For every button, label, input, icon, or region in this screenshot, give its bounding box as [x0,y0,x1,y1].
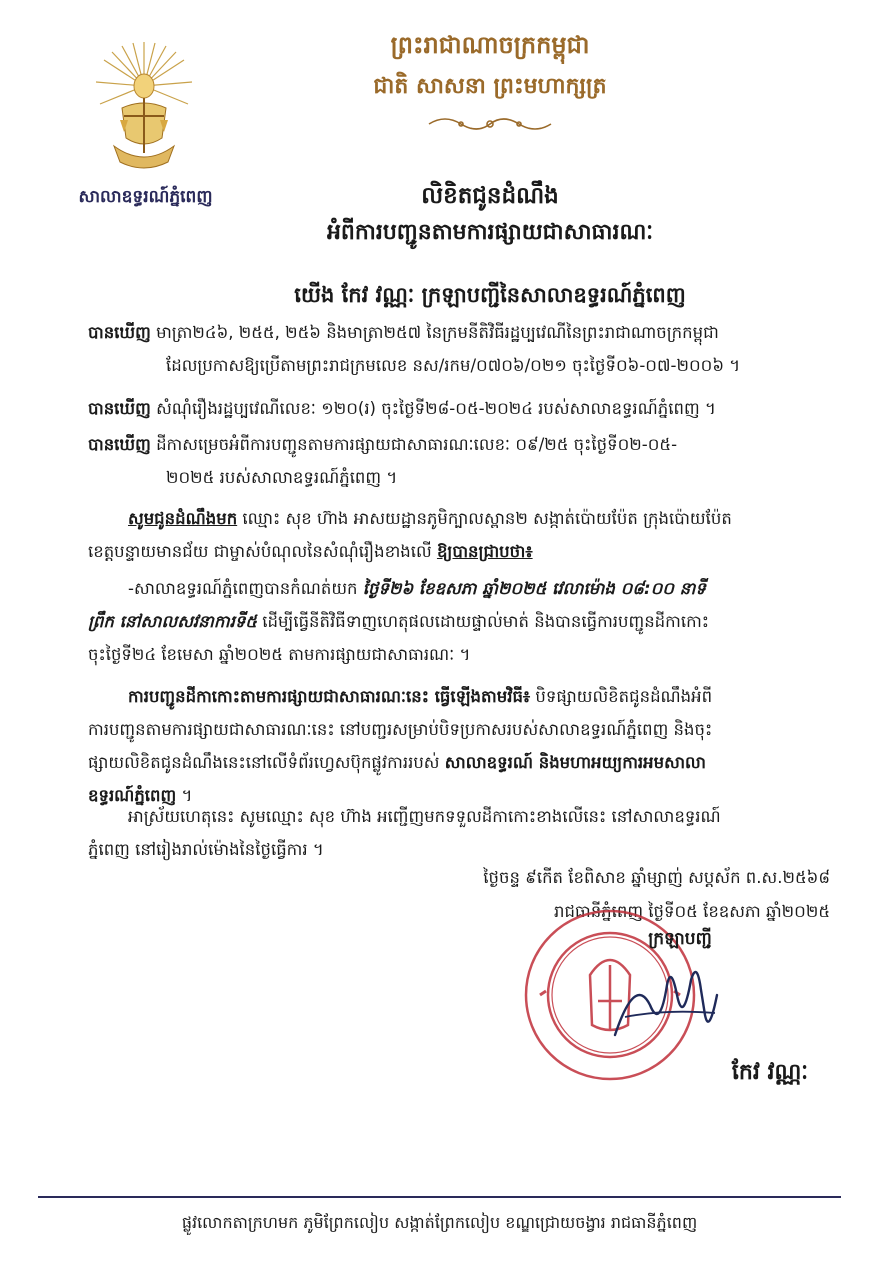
document-title: លិខិតជូនដំណឹង [421,183,559,209]
text: សំណុំរឿងរដ្ឋប្បវេណីលេខៈ ១២០(រ) ចុះថ្ងៃទី២៨-០៥-២០២៤ របស់សាលាឧទ្ធរណ៍ភ្នំពេញ ។ [150,399,716,418]
text: ផ្សាយលិខិតជូនដំណឹងនេះនៅលើទំព័រហ្វេសប៊ុកផ្លូវការរបស់ [88,753,445,772]
solar-date: រាជធានីភ្នំពេញ ថ្ងៃទី០៥ ខែឧសភា ឆ្នាំ២០២៥ [554,902,830,921]
emphasis: ឱ្យបានជ្រាបថា៖ [436,542,533,561]
emphasis: សាលាឧទ្ធរណ៍ និងមហាអយ្យការអមសាលា [444,753,706,772]
paragraph-considering-3 [88,428,828,494]
document-subtitle: អំពីការបញ្ជូនតាមការផ្សាយជាសាធារណៈ [326,220,654,245]
text: ការបញ្ជូនតាមការផ្សាយជាសាធារណៈនេះ នៅបញ្ជរសម្រាប់បិទប្រកាសរបស់សាលាឧទ្ធរណ៍ភ្នំពេញ និងចុះ [88,720,713,739]
lead-word: បានឃើញ [88,435,151,454]
text: ដែលប្រកាសឱ្យប្រើតាមព្រះរាជក្រមលេខ នស/រកម/០៧០៦/០២១ ចុះថ្ងៃទី០៦-០៧-២០០៦ ។ [166,356,741,375]
clerk-statement: យើង កែវ វណ្ណៈ ក្រឡាបញ្ជីនៃសាលាឧទ្ធរណ៍ភ្នំពេញ [294,283,686,307]
text: បិទផ្សាយលិខិតជូនដំណឹងអំពី [530,687,713,706]
footer-divider [38,1196,841,1198]
divider-ornament-icon [425,112,555,136]
paragraph-method [88,680,828,812]
text: ភ្នំពេញ នៅរៀងរាល់ម៉ោងនៃថ្ងៃធ្វើការ ។ [88,840,324,859]
footer-address: ផ្លូវលោកតាក្រហមក ភូមិព្រែកលៀប សង្កាត់ព្រែកលៀប ខណ្ឌជ្រោយចង្វារ រាជធានីភ្នំពេញ [181,1213,698,1232]
court-name: សាលាឧទ្ធរណ៍ភ្នំពេញ [78,187,213,207]
national-motto: ជាតិ សាសនា ព្រះមហាក្សត្រ [373,74,607,99]
lead-word: បានឃើញ [88,399,151,418]
kingdom-heading: ព្រះរាជាណាចក្រកម្ពុជា [390,31,590,59]
text: ដីកាសម្រេចអំពីការបញ្ជូនតាមការផ្សាយជាសាធារណៈលេខៈ ០៩/២៥ ចុះថ្ងៃទី០២-០៥- [150,435,678,454]
text: ខេត្តបន្ទាយមានជ័យ ជាម្ចាស់បំណុលនៃសំណុំរឿងខាងលើ [88,542,437,561]
signature-icon [605,955,725,1050]
paragraph-conclusion [88,800,828,866]
lead-word: បានឃើញ [88,323,151,342]
paragraph-notice [88,502,828,568]
text: ដើម្បីធ្វើនីតិវិធីទាញហេតុផលដោយផ្ទាល់មាត់ និងបានធ្វើការបញ្ជូនដីកាកោះ [256,612,710,631]
paragraph-considering-2 [88,392,828,425]
text: ២០២៥ របស់សាលាឧទ្ធរណ៍ភ្នំពេញ ។ [166,468,398,487]
signer-title: ក្រឡាបញ្ជី [648,929,712,949]
lead-word: ការបញ្ជូនដីកាកោះតាមការផ្សាយជាសាធារណៈនេះ ធ្វើឡើងតាមវិធី៖ [128,687,531,706]
text: ចុះថ្ងៃទី២៤ ខែមេសា ឆ្នាំ២០២៥ តាមការផ្សាយជាសាធារណៈ ។ [88,645,471,664]
lunar-date: ថ្ងៃចន្ទ ៩កើត ខែពិសាខ ឆ្នាំម្សាញ់ សប្តស័ក ព.ស.២៥៦៨ [483,868,830,887]
lead-word: សូមជូនដំណឹងមក [128,509,238,528]
signer-name: កែវ វណ្ណៈ [731,1060,809,1085]
court-emblem-icon [92,38,196,178]
text: មាត្រា២៤៦, ២៥៥, ២៥៦ និងមាត្រា២៥៧ នៃក្រមនីតិវិធីរដ្ឋប្បវេណីនៃព្រះរាជាណាចក្រកម្ពុជា [150,323,719,342]
hearing-date: ថ្ងៃទី២៦ ខែឧសភា ឆ្នាំ២០២៥ វេលាម៉ោង ០៨:០០ នាទី [362,579,706,598]
text: អាស្រ័យហេតុនេះ សូមឈ្មោះ សុខ ហ៊ាង អញ្ជើញមកទទួលដីកាកោះខាងលើនេះ នៅសាលាឧទ្ធរណ៍ [128,807,721,826]
paragraph-considering-1 [88,316,828,382]
text: -សាលាឧទ្ធរណ៍ភ្នំពេញបានកំណត់យក [128,579,363,598]
paragraph-hearing [88,572,828,671]
hearing-room: ព្រឹក នៅសាលសវនាការទី៥ [88,612,257,631]
text: ។ [176,786,193,805]
emphasis: ឧទ្ធរណ៍ភ្នំពេញ [88,786,177,805]
text: ឈ្មោះ សុខ ហ៊ាង អាសយដ្ឋានភូមិក្បាលស្ពាន២ សង្កាត់ប៉ោយប៉ែត ក្រុងប៉ោយប៉ែត [237,509,732,528]
